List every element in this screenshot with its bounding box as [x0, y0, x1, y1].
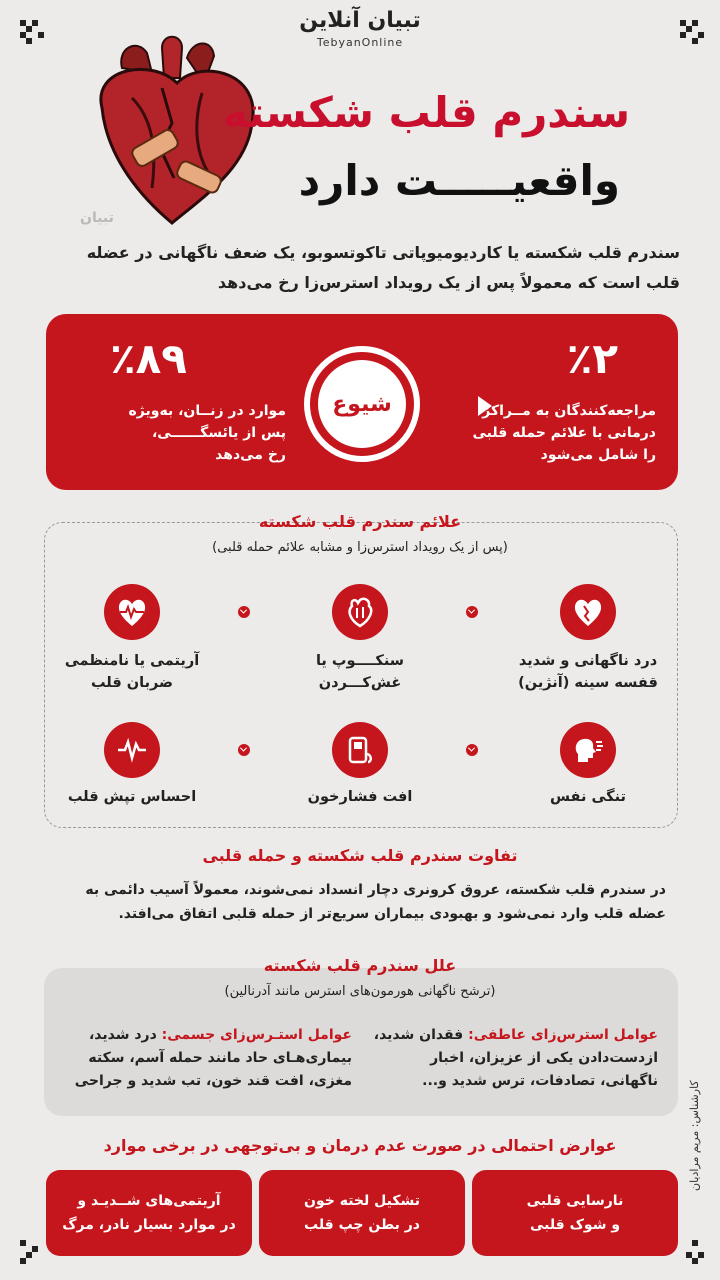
causes-subtitle: (ترشح ناگهانی هورمون‌های استرس مانند آدرنالین): [224, 984, 496, 999]
page-title-line-2: واقعیـــــت دارد: [298, 156, 620, 205]
complication-card: آریتمی‌های شــدیـد و در موارد بسیار نادر، مرگ: [46, 1170, 252, 1256]
brand-logo-latin: TebyanOnline: [316, 36, 404, 49]
prevalence-label: شیوع: [318, 360, 406, 448]
stat-left-percent: ٪۸۹: [110, 334, 187, 383]
stat-right-percent: ٪۲: [566, 334, 618, 383]
difference-title: تفاوت سندرم قلب شکسته و حمله قلبی: [202, 846, 518, 865]
brand-logo-text: تبیان آنلاین: [299, 8, 421, 33]
stat-right-description: مراجعه‌کنندگان به مــراکز درمانی با علائم حمله قلبی را شامل می‌شود: [472, 403, 656, 463]
physical-causes-heading: عوامل استـرس‌زای جسمی:: [161, 1027, 352, 1043]
symptoms-title: علائم سندرم قلب شکسته: [258, 512, 462, 531]
heart-pain-icon: [560, 584, 616, 640]
heart-organ-icon: [332, 584, 388, 640]
separator-dot-icon: [238, 606, 250, 618]
causes-title: علل سندرم قلب شکسته: [263, 956, 457, 975]
symptom-label: احساس تپش قلب: [67, 789, 197, 805]
credit-text: کارشناس: مریم مرادیان: [688, 1080, 701, 1191]
emotional-causes-heading: عوامل استرس‌زای عاطفی:: [468, 1027, 658, 1043]
page-title-line-1: سندرم قلب شکسته: [222, 88, 630, 137]
symptoms-subtitle: (پس از یک رویداد استرس‌زا و مشابه علائم حمله قلبی): [212, 540, 508, 555]
physical-causes-body: درد شدید، بیماری‌هـای حاد مانند حمله آسم، سکته مغزی، افت قند خون، تب شدید و جراحی: [74, 1027, 352, 1089]
complication-card: نارسایی قلبی و شوک قلبی: [472, 1170, 678, 1256]
difference-text: در سندرم قلب شکسته، عروق کرونری دچار انسداد نمی‌شوند، معمولاً آسیب دائمی به عضله قلب وارد نمی‌شود و بهبودی بیماران سریع‌تر از حمله قلبی اتفاق می‌افتد.: [85, 882, 666, 922]
symptom-label: افت فشارخون: [307, 789, 413, 805]
watermark-text: تبیان: [80, 210, 114, 226]
heart-rhythm-icon: [104, 584, 160, 640]
blood-pressure-icon: [332, 722, 388, 778]
intro-paragraph: سندرم قلب شکسته یا کاردیومیوپاتی تاکوتسوبو، یک ضعف ناگهانی در عضله قلب است که معمولاً پس از یک رویداد استرس‌زا رخ می‌دهد: [86, 243, 680, 292]
separator-dot-icon: [238, 744, 250, 756]
separator-dot-icon: [466, 606, 478, 618]
emotional-causes: [368, 1024, 658, 1093]
arrow-right-icon: [478, 396, 492, 416]
symptom-label: تنگی نفس: [550, 789, 626, 805]
emotional-causes-body: فقدان شدید، ازدست‌دادن یکی از عزیزان، اخبار ناگهانی، تصادفات، ترس شدید و...: [373, 1027, 658, 1089]
breathing-icon: [560, 722, 616, 778]
physical-causes: [62, 1024, 352, 1093]
symptom-label: آریتمی یا نامنظمی ضربان قلب: [64, 653, 200, 691]
prevalence-badge: [298, 354, 426, 458]
symptom-label: درد ناگهانی و شدید قفسه سینه (آنژین): [518, 653, 658, 691]
separator-dot-icon: [466, 744, 478, 756]
pulse-icon: [104, 722, 160, 778]
complications-title: عوارض احتمالی در صورت عدم درمان و بی‌توجهی در برخی موارد: [103, 1136, 617, 1155]
symptom-label: سنکــــوپ یا غش‌کـــردن: [315, 653, 405, 691]
prevalence-stats-card: [46, 314, 678, 490]
stat-left-description: موارد در زنــان، به‌ویژه پس از یائسگــــــی، رخ می‌دهد: [128, 403, 286, 463]
complication-card: تشکیل لخته خون در بطن چپ قلب: [259, 1170, 465, 1256]
